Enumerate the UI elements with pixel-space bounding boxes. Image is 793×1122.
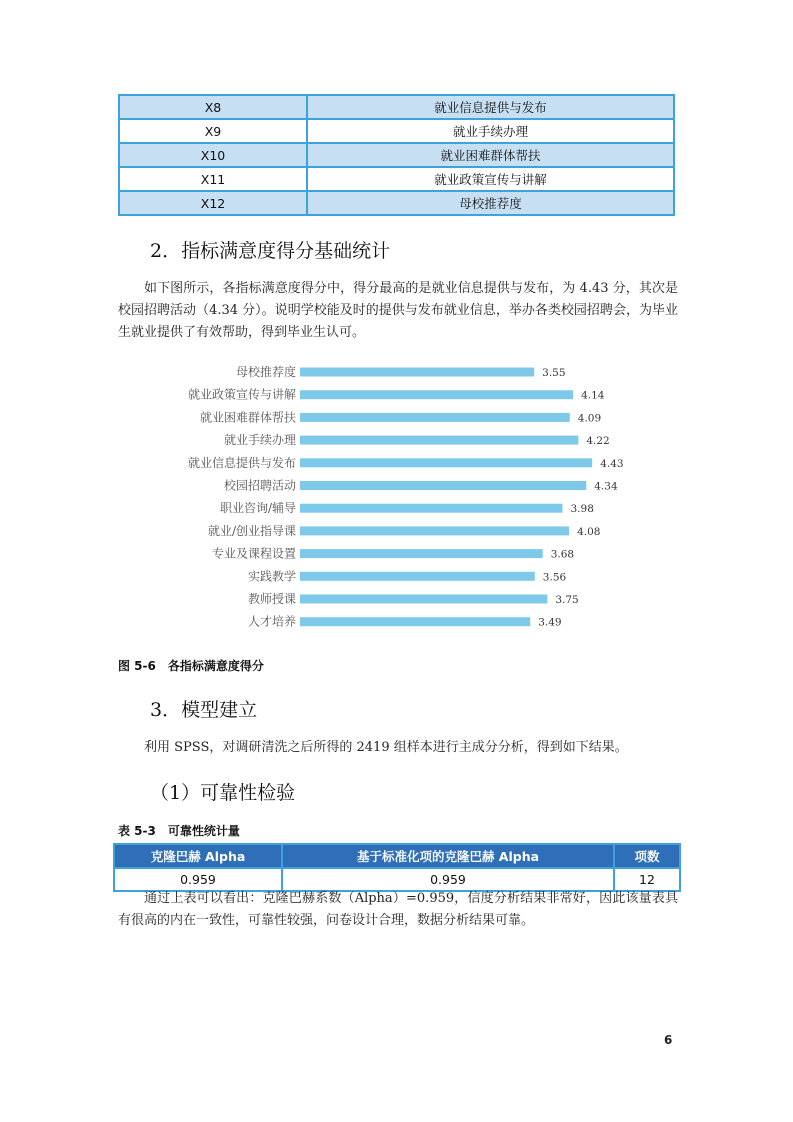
- category-label: 校园招聘活动: [223, 478, 296, 493]
- section-paragraph: 如下图所示，各指标满意度得分中，得分最高的是就业信息提供与发布，为 4.43 分，其次是校园招聘活动（4.34 分）。说明学校能及时的提供与发布就业信息，举办各类校园招聘会，为毕业生就业提供了有效帮助，得到毕业生认可。: [118, 281, 678, 340]
- table-row: [119, 95, 674, 119]
- data-label: 4.14: [581, 389, 605, 402]
- data-label: 3.56: [542, 571, 567, 584]
- indicator-code: X12: [119, 191, 307, 215]
- data-label: 3.55: [542, 367, 566, 379]
- category-label: 母校推荐度: [235, 365, 296, 379]
- data-label: 4.08: [577, 525, 601, 538]
- indicator-name: 就业政策宣传与讲解: [307, 167, 674, 191]
- table-row: [119, 167, 674, 191]
- bar: [300, 481, 586, 490]
- figure-caption: 图 5-6 各指标满意度得分: [118, 659, 264, 673]
- data-label: 4.22: [586, 435, 610, 448]
- indicator-code: X11: [119, 167, 307, 191]
- satisfaction-bar-chart: [150, 358, 630, 638]
- table-caption: 表 5-3 可靠性统计量: [118, 824, 240, 838]
- column-header: 克隆巴赫 Alpha: [114, 844, 282, 868]
- column-header: 基于标准化项的克隆巴赫 Alpha: [282, 844, 614, 868]
- table-header-row: [114, 844, 680, 868]
- conclusion-paragraph: 通过上表可以看出：克隆巴赫系数（Alpha）=0.959，信度分析结果非常好，因此该量表具有很高的内在一致性，可靠性较强，问卷设计合理，数据分析结果可靠。: [118, 891, 678, 928]
- indicator-name: 就业信息提供与发布: [307, 95, 674, 119]
- category-label: 人才培养: [247, 614, 296, 629]
- bar: [300, 526, 569, 535]
- bar: [300, 504, 563, 513]
- table-row: [119, 191, 674, 215]
- bar: [300, 572, 535, 581]
- table-row: [119, 143, 674, 167]
- table-cell: 12: [614, 868, 680, 891]
- data-label: 4.09: [577, 412, 602, 425]
- category-label: 就业困难群体帮扶: [199, 410, 296, 425]
- data-label: 3.98: [570, 503, 594, 516]
- table-row: [119, 119, 674, 143]
- bar: [300, 436, 578, 445]
- bar: [300, 549, 543, 558]
- page-number: 6: [664, 1033, 673, 1047]
- section-heading: 2．指标满意度得分基础统计: [150, 240, 391, 262]
- bar: [300, 595, 547, 604]
- indicator-code: X10: [119, 143, 307, 167]
- bar: [300, 390, 573, 399]
- reliability-table: [113, 843, 681, 892]
- section-paragraph: 利用 SPSS，对调研清洗之后所得的 2419 组样本进行主成分分析，得到如下结果。: [144, 740, 628, 755]
- bar: [300, 458, 592, 467]
- bar: [300, 368, 534, 377]
- data-label: 3.49: [538, 616, 562, 629]
- category-label: 就业政策宣传与讲解: [187, 387, 296, 402]
- indicator-name: 母校推荐度: [307, 191, 674, 215]
- indicator-table: [118, 94, 675, 216]
- category-label: 就业手续办理: [223, 433, 296, 448]
- indicator-code: X8: [119, 95, 307, 119]
- category-label: 教师授课: [247, 592, 296, 606]
- indicator-code: X9: [119, 119, 307, 143]
- category-label: 实践教学: [247, 569, 296, 584]
- data-label: 3.75: [555, 594, 579, 606]
- category-label: 就业/创业指导课: [207, 523, 296, 538]
- category-label: 就业信息提供与发布: [187, 455, 296, 470]
- section-heading: 3．模型建立: [150, 699, 258, 721]
- table-cell: 0.959: [114, 868, 282, 891]
- subsection-heading: （1）可靠性检验: [150, 782, 296, 804]
- data-label: 4.43: [600, 457, 624, 470]
- category-label: 职业咨询/辅导: [219, 501, 296, 516]
- indicator-name: 就业手续办理: [307, 119, 674, 143]
- column-header: 项数: [614, 844, 680, 868]
- bar: [300, 617, 530, 626]
- indicator-name: 就业困难群体帮扶: [307, 143, 674, 167]
- data-label: 4.34: [594, 480, 618, 493]
- data-label: 3.68: [550, 548, 575, 561]
- bar: [300, 413, 570, 422]
- table-cell: 0.959: [282, 868, 614, 891]
- category-label: 专业及课程设置: [211, 546, 296, 561]
